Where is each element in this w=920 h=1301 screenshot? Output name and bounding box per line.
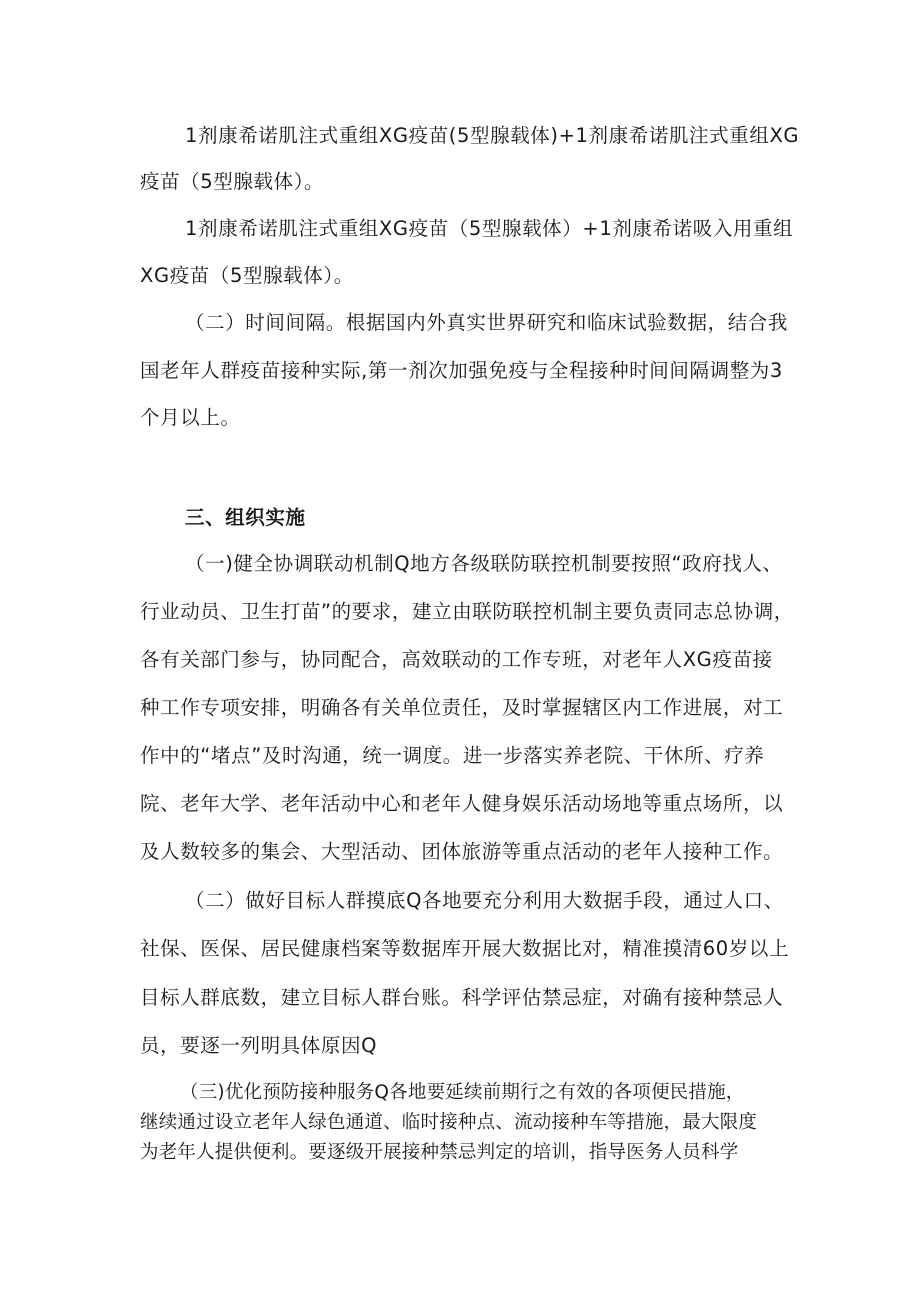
paragraph-line: 行业动员、卫生打苗”的要求，建立由联防联控机制主要负责同志总协调，	[140, 600, 794, 623]
paragraph-line: 作中的“堵点”及时沟通，统一调度。进一步落实养老院、干休所、疗养	[140, 744, 765, 767]
paragraph-line: 继续通过设立老年人绿色通道、临时接种点、流动接种车等措施，最大限度	[140, 1112, 758, 1133]
paragraph-line: 及人数较多的集会、大型活动、团体旅游等重点活动的老年人接种工作。	[140, 840, 784, 863]
paragraph-line: （二）做好目标人群摸底Q各地要充分利用大数据手段，通过人口、	[185, 889, 784, 912]
paragraph-line: 种工作专项安排，明确各有关单位责任，及时掌握辖区内工作进展，对工	[140, 696, 784, 719]
paragraph-line: （一)健全协调联动机制Q地方各级联防联控机制要按照“政府找人、	[185, 552, 783, 575]
paragraph-line: 个月以上。	[140, 406, 241, 429]
paragraph-line: 员，要逐一列明具体原因Q	[140, 1034, 378, 1057]
section-heading: 三、组织实施	[185, 506, 306, 529]
paragraph-line: 1剂康希诺肌注式重组XG疫苗(5型腺载体)+1剂康希诺肌注式重组XG	[185, 124, 800, 147]
paragraph-line: 为老年人提供便利。要逐级开展接种禁忌判定的培训，指导医务人员科学	[140, 1142, 739, 1163]
paragraph-line: （二）时间间隔。根据国内外真实世界研究和临床试验数据，结合我	[185, 311, 789, 334]
paragraph-line: 疫苗（5型腺载体）。	[140, 170, 325, 193]
paragraph-line: 国老年人群疫苗接种实际,第一剂次加强免疫与全程接种时间间隔调整为3	[140, 359, 783, 382]
paragraph-line: 社保、医保、居民健康档案等数据库开展大数据比对，精准摸清60岁以上	[140, 937, 790, 960]
paragraph-line: 1剂康希诺肌注式重组XG疫苗（5型腺载体）+1剂康希诺吸入用重组	[185, 217, 794, 240]
paragraph-line: （三)优化预防接种服务Q各地要延续前期行之有效的各项便民措施，	[180, 1082, 745, 1103]
paragraph-line: 院、老年大学、老年活动中心和老年人健身娱乐活动场地等重点场所，以	[140, 792, 784, 815]
paragraph-line: 各有关部门参与，协同配合，高效联动的工作专班，对老年人XG疫苗接	[140, 648, 773, 671]
paragraph-line: 目标人群底数，建立目标人群台账。科学评估禁忌症，对确有接种禁忌人	[140, 986, 784, 1009]
paragraph-line: XG疫苗（5型腺载体）。	[140, 264, 354, 287]
